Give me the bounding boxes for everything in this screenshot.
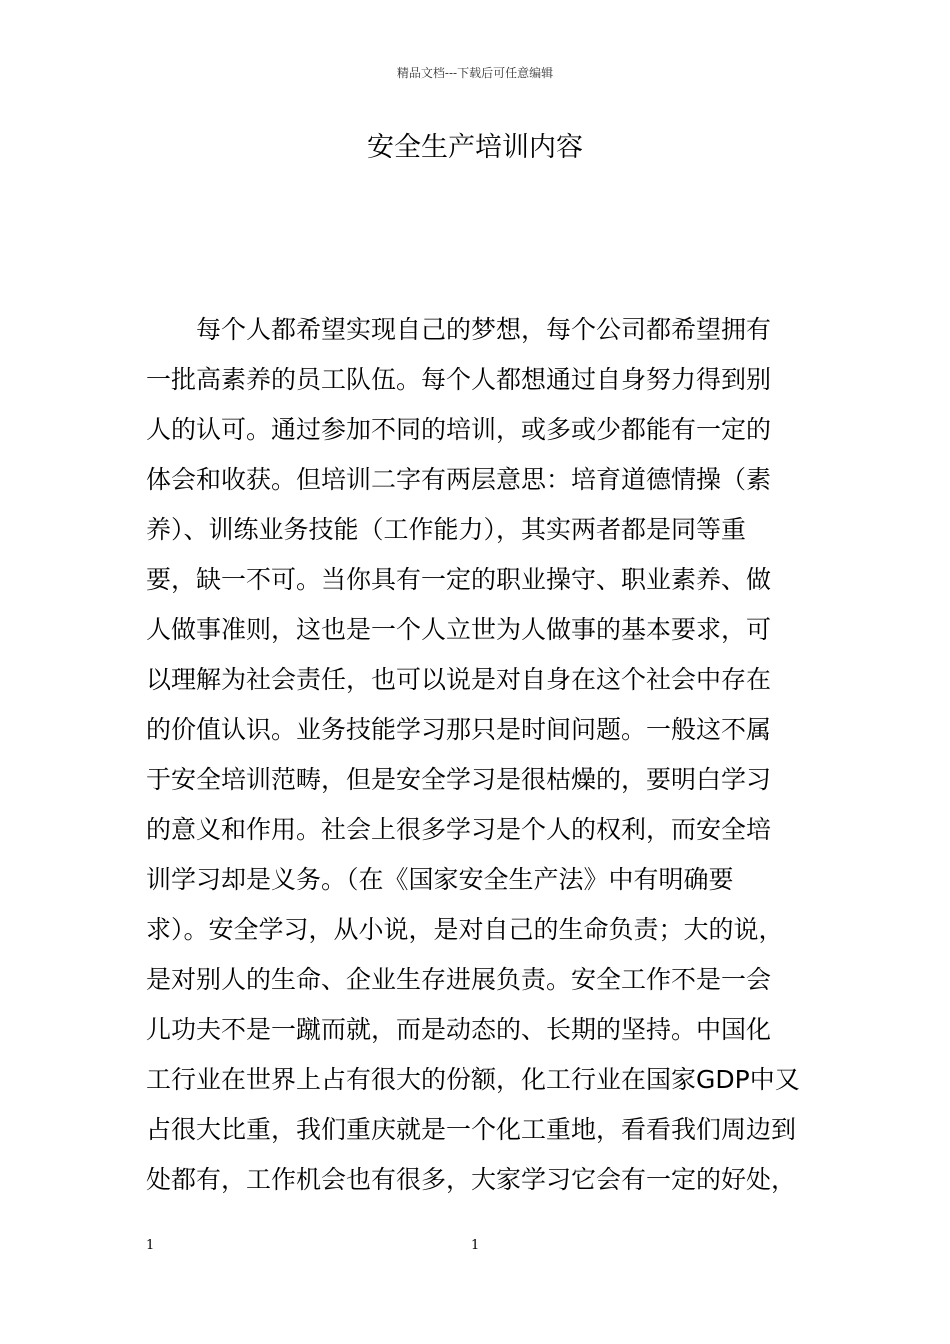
body-line: 要，缺一不可。当你具有一定的职业操守、职业素养、做 xyxy=(146,565,772,594)
body-line: 求）。安全学习，从小说，是对自己的生命负责；大的说， xyxy=(146,915,784,944)
body-line: 一批高素养的员工队伍。每个人都想通过自身努力得到别 xyxy=(146,365,772,394)
body-line: 养）、训练业务技能（工作能力），其实两者都是同等重 xyxy=(146,515,747,544)
body-line: 于安全培训范畴，但是安全学习是很枯燥的，要明白学习 xyxy=(146,765,772,794)
body-line: 训学习却是义务。（在《国家安全生产法》中有明确要 xyxy=(146,865,734,894)
body-line: 儿功夫不是一蹴而就，而是动态的、长期的坚持。中国化 xyxy=(146,1015,772,1044)
body-line: 人做事准则，这也是一个人立世为人做事的基本要求，可 xyxy=(146,615,772,644)
document-title: 安全生产培训内容 xyxy=(367,132,583,163)
body-paragraph xyxy=(146,305,826,1205)
body-line: 工行业在世界上占有很大的份额，化工行业在国家GDP中又 xyxy=(146,1065,800,1094)
footer-page-number-center: 1 xyxy=(471,1238,480,1253)
page-header: 精品文档---下载后可任意编辑 xyxy=(396,66,554,80)
body-line: 体会和收获。但培训二字有两层意思：培育道德情操（素 xyxy=(146,465,772,494)
body-line: 的意义和作用。社会上很多学习是个人的权利，而安全培 xyxy=(146,815,772,844)
body-line: 占很大比重，我们重庆就是一个化工重地，看看我们周边到 xyxy=(146,1115,797,1144)
body-line: 人的认可。通过参加不同的培训，或多或少都能有一定的 xyxy=(146,415,772,444)
body-line: 以理解为社会责任，也可以说是对自身在这个社会中存在 xyxy=(146,665,772,694)
footer-page-number-left: 1 xyxy=(146,1238,155,1253)
body-line: 是对别人的生命、企业生存进展负责。安全工作不是一会 xyxy=(146,965,772,994)
body-line: 每个人都希望实现自己的梦想，每个公司都希望拥有 xyxy=(196,315,772,344)
body-line: 处都有，工作机会也有很多，大家学习它会有一定的好处， xyxy=(146,1165,797,1194)
body-line: 的价值认识。业务技能学习那只是时间问题。一般这不属 xyxy=(146,715,772,744)
